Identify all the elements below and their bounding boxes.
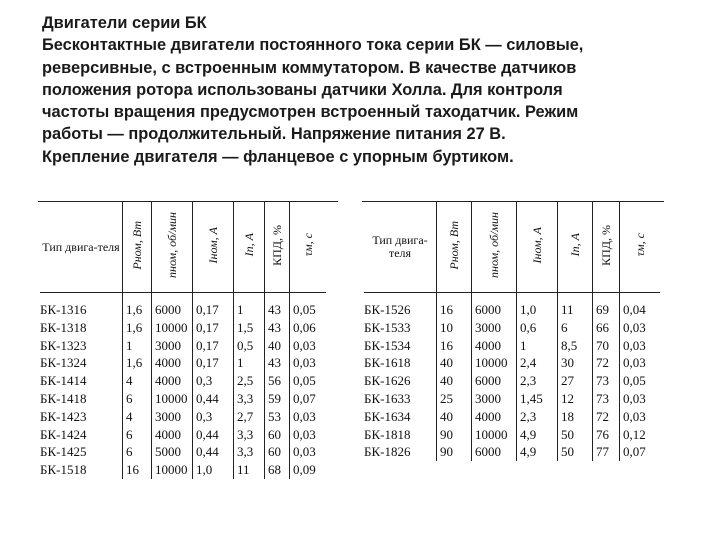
table-cell: 0,44 (193, 443, 234, 461)
table-cell: 1,6 (123, 354, 152, 372)
table-row (40, 390, 326, 408)
table-cell: БК-1818 (364, 426, 411, 442)
table-cell: 40 (437, 372, 472, 390)
table-cell: 72 (593, 408, 620, 426)
table-cell: 43 (265, 354, 290, 372)
heading-line: положения ротора использованы датчики Холла. Для контроля (42, 80, 563, 99)
table-cell: 3,3 (234, 426, 265, 444)
table-cell: 1,45 (517, 390, 558, 408)
table-cell: 4 (123, 408, 152, 426)
table-cell: 1,0 (193, 461, 234, 479)
table-cell: 0,05 (620, 372, 661, 390)
table-cell: 6000 (472, 293, 517, 319)
table-cell: 59 (265, 390, 290, 408)
table-cell: 0,03 (620, 390, 661, 408)
table-cell: 0,17 (193, 293, 234, 319)
table-cell: 11 (234, 461, 265, 479)
table-cell: 16 (437, 337, 472, 355)
table-cell: 50 (558, 443, 593, 461)
table-cell: 40 (437, 408, 472, 426)
table-cell: 76 (593, 426, 620, 444)
table-cell: 25 (437, 390, 472, 408)
table-cell: 1 (234, 354, 265, 372)
table-cell: 40 (265, 337, 290, 355)
table-cell: БК-1826 (364, 444, 411, 460)
col-current-header: Iном, А (517, 202, 558, 293)
table-cell: БК-1423 (40, 408, 87, 424)
table-cell: БК-1425 (40, 444, 87, 460)
table-cell: 0,05 (290, 293, 327, 319)
table-row (364, 390, 660, 408)
table-cell: 8,5 (558, 337, 593, 355)
table-cell: 0,03 (620, 337, 661, 355)
table-cell: 66 (593, 319, 620, 337)
heading-line: работы — продолжительный. Напряжение питания 27 В. (42, 125, 506, 144)
table-cell: 30 (558, 354, 593, 372)
table-cell: 0,03 (290, 426, 327, 444)
table-cell: 60 (265, 443, 290, 461)
table-row (40, 461, 326, 479)
col-speed-header: nном, об/мин (152, 202, 193, 293)
table-cell: 0,12 (620, 426, 661, 444)
table-cell: 40 (437, 354, 472, 372)
table-row (40, 319, 326, 337)
table-cell: 4 (123, 372, 152, 390)
table-cell: 1 (517, 337, 558, 355)
table-row (40, 293, 326, 319)
col-start-current-header: Iп, А (558, 202, 593, 293)
table-cell: 4,9 (517, 443, 558, 461)
table-cell: 3000 (472, 390, 517, 408)
table-row (40, 372, 326, 390)
table-cell: 4000 (472, 337, 517, 355)
table-cell: 43 (265, 293, 290, 319)
table-cell: 6 (123, 390, 152, 408)
motor-table-right (364, 202, 660, 461)
table-cell: 2,3 (517, 372, 558, 390)
table-cell: 2,7 (234, 408, 265, 426)
col-type-header: Тип двига-теля (364, 202, 437, 293)
table-cell: БК-1316 (40, 302, 87, 317)
table-cell: 0,05 (290, 372, 327, 390)
table-cell: 3000 (152, 408, 193, 426)
table-cell: 12 (558, 390, 593, 408)
table-row (364, 337, 660, 355)
table-cell: 50 (558, 426, 593, 444)
table-cell: 73 (593, 390, 620, 408)
heading-text (42, 12, 712, 168)
table-cell: 0,03 (620, 354, 661, 372)
col-type-header: Тип двига-теля (40, 202, 123, 293)
table-cell: 77 (593, 443, 620, 461)
table-cell: БК-1526 (364, 302, 411, 317)
table-cell: БК-1533 (364, 319, 411, 335)
table-row (364, 372, 660, 390)
table-cell: 0,44 (193, 390, 234, 408)
table-cell: БК-1424 (40, 426, 87, 442)
table-cell: 0,03 (620, 319, 661, 337)
heading-title: Двигатели серии БК (42, 14, 207, 32)
table-cell: 6000 (472, 372, 517, 390)
col-speed-header: nном, об/мин (472, 202, 517, 293)
table-cell: 0,04 (620, 293, 661, 319)
table-cell: 16 (123, 461, 152, 479)
table-cell: 1,6 (123, 319, 152, 337)
table-cell: 11 (558, 293, 593, 319)
table-cell: 56 (265, 372, 290, 390)
table-cell: 5000 (152, 443, 193, 461)
table-cell: 70 (593, 337, 620, 355)
table-cell: 3000 (472, 319, 517, 337)
table-cell: 1,0 (517, 293, 558, 319)
table-cell: 53 (265, 408, 290, 426)
table-row (364, 426, 660, 444)
table-cell: БК-1518 (40, 462, 87, 478)
table-cell: 0,03 (290, 408, 327, 426)
table-cell: 69 (593, 293, 620, 319)
table-cell: 4000 (152, 426, 193, 444)
table-row (364, 293, 660, 319)
table-cell: 72 (593, 354, 620, 372)
table-cell: 10000 (152, 461, 193, 479)
motor-table-left (40, 202, 326, 479)
table-cell: 0,03 (290, 443, 327, 461)
table-cell: БК-1618 (364, 355, 411, 371)
table-cell: 68 (265, 461, 290, 479)
table-cell: 0,03 (290, 337, 327, 355)
col-time-header: τм, с (290, 202, 327, 293)
table-cell: 73 (593, 372, 620, 390)
heading-line: реверсивные, с встроенным коммутатором. В качестве датчиков (42, 58, 577, 77)
table-row (364, 319, 660, 337)
table-cell: 0,17 (193, 319, 234, 337)
table-cell: 0,07 (620, 443, 661, 461)
table-cell: БК-1318 (40, 319, 87, 335)
table-cell: 10000 (472, 354, 517, 372)
col-efficiency-header: КПД, % (265, 202, 290, 293)
table-cell: 0,17 (193, 354, 234, 372)
col-start-current-header: Iп, А (234, 202, 265, 293)
col-power-header: Pном, Вт (123, 202, 152, 293)
table-cell: 10000 (152, 319, 193, 337)
table-cell: 43 (265, 319, 290, 337)
table-cell: 4,9 (517, 426, 558, 444)
table-cell: БК-1633 (364, 390, 411, 406)
table-cell: 0,03 (290, 354, 327, 372)
col-power-header: Pном, Вт (437, 202, 472, 293)
table-cell: 90 (437, 426, 472, 444)
table-cell: 0,03 (620, 408, 661, 426)
table-cell: 0,44 (193, 426, 234, 444)
table-cell: 4000 (152, 372, 193, 390)
table-cell: 3000 (152, 337, 193, 355)
heading-line: частоты вращения предусмотрен встроенный таходатчик. Режим (42, 103, 579, 122)
heading-line: Крепление двигателя — фланцевое с упорным буртиком. (42, 147, 514, 166)
table-cell: БК-1418 (40, 390, 87, 406)
table-cell: 0,17 (193, 337, 234, 355)
table-cell: 27 (558, 372, 593, 390)
table-cell: 60 (265, 426, 290, 444)
table-row (364, 354, 660, 372)
table-cell: 16 (437, 293, 472, 319)
table-cell: 2,5 (234, 372, 265, 390)
table-cell: 0,09 (290, 461, 327, 479)
table-cell: БК-1414 (40, 373, 87, 389)
table-cell: 1 (123, 337, 152, 355)
table-cell: 0,07 (290, 390, 327, 408)
table-cell: 2,4 (517, 354, 558, 372)
table-cell: 0,3 (193, 408, 234, 426)
table-row (364, 408, 660, 426)
heading-line: Бесконтактные двигатели постоянного тока серии БК — силовые, (42, 36, 584, 55)
table-cell: 1 (234, 293, 265, 319)
table-row (40, 354, 326, 372)
col-time-header: τм, с (620, 202, 661, 293)
table-cell: 1,5 (234, 319, 265, 337)
table-cell: 6 (558, 319, 593, 337)
table-cell: 4000 (152, 354, 193, 372)
table-cell: БК-1534 (364, 337, 411, 353)
table-cell: 90 (437, 443, 472, 461)
table-cell: 4000 (472, 408, 517, 426)
table-cell: БК-1324 (40, 355, 87, 371)
table-cell: 2,3 (517, 408, 558, 426)
table-row (40, 408, 326, 426)
table-cell: 6 (123, 426, 152, 444)
table-cell: 0,6 (517, 319, 558, 337)
table-cell: 6000 (152, 293, 193, 319)
table-row (40, 337, 326, 355)
table-cell: БК-1323 (40, 337, 87, 353)
table-cell: 10000 (152, 390, 193, 408)
table-cell: 10 (437, 319, 472, 337)
table-cell: БК-1634 (364, 408, 411, 424)
col-current-header: Iном, А (193, 202, 234, 293)
table-cell: 3,3 (234, 390, 265, 408)
table-cell: 0,3 (193, 372, 234, 390)
table-row (364, 443, 660, 461)
table-cell: 6000 (472, 443, 517, 461)
table-cell: 1,6 (123, 293, 152, 319)
table-cell: 10000 (472, 426, 517, 444)
table-row (40, 426, 326, 444)
table-row (40, 443, 326, 461)
table-cell: 6 (123, 443, 152, 461)
table-cell: 0,06 (290, 319, 327, 337)
col-efficiency-header: КПД, % (593, 202, 620, 293)
table-cell: 3,3 (234, 443, 265, 461)
table-cell: БК-1626 (364, 373, 411, 389)
table-cell: 0,5 (234, 337, 265, 355)
table-cell: 18 (558, 408, 593, 426)
